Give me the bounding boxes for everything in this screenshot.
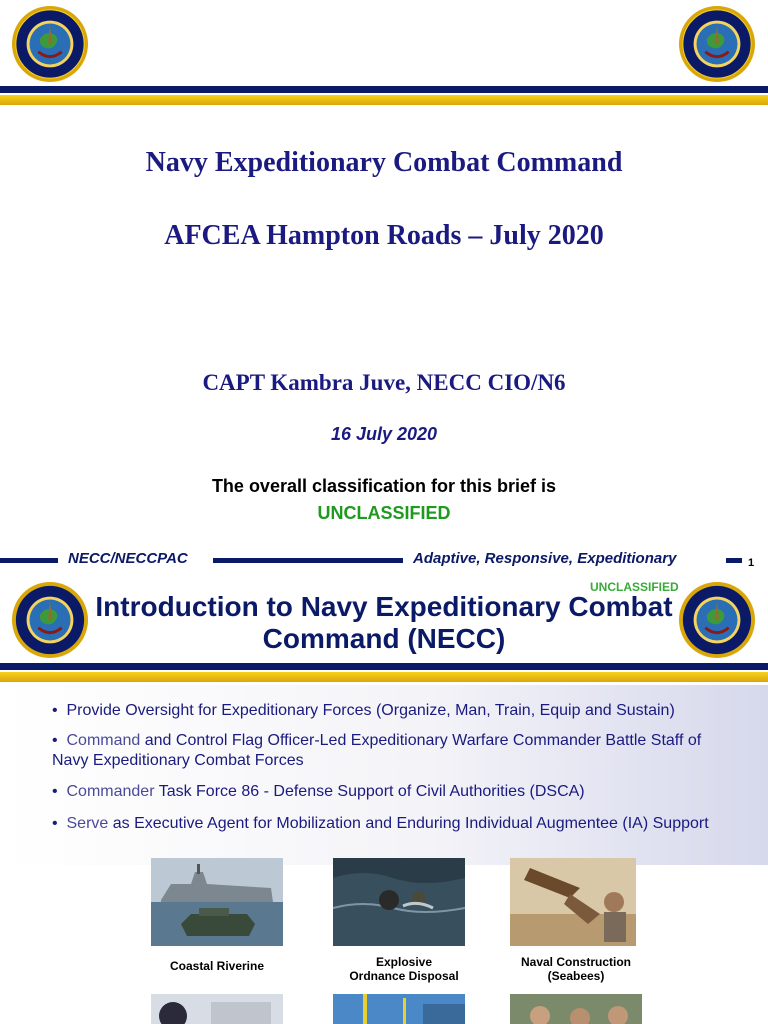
- slide-title: Navy Expeditionary Combat Command: [145, 147, 623, 178]
- seabees-photo: [510, 858, 636, 946]
- necc-pacific-seal-icon: [678, 5, 756, 83]
- bullet-text: as Executive Agent for Mobilization and Enduring Individual Augmentee (IA) Support: [108, 815, 709, 832]
- page-number: 1: [748, 557, 755, 569]
- necc-seal-icon: [11, 5, 89, 83]
- bullet-marker: •: [52, 783, 67, 800]
- necc-seal-icon: [11, 581, 89, 659]
- intro-slide: [0, 575, 768, 1024]
- footer-rule-1: [0, 558, 58, 563]
- bullet-marker: •: [52, 815, 67, 832]
- classification-level: UNCLASSIFIED: [317, 503, 451, 523]
- bullet-item: [52, 731, 732, 771]
- eod-photo: [333, 858, 465, 946]
- slide-title: Introduction to Navy Expeditionary Combat Command (NECC): [95, 591, 673, 654]
- caption-eod: [333, 955, 475, 983]
- header-gold-bar: [0, 672, 768, 682]
- bullet-marker: •: [52, 732, 67, 749]
- caption-eod-line2: Ordnance Disposal: [349, 969, 459, 983]
- bullet-lead: Command: [66, 732, 141, 749]
- bullet-item: [52, 814, 732, 834]
- bullet-text: and Control Flag Officer-Led Expeditionary Warfare Commander Battle Staff of Navy Expeditionary Combat Forces: [52, 732, 702, 769]
- footer-org: NECC/NECCPAC: [68, 550, 188, 567]
- slide-footer: [0, 548, 768, 572]
- presentation-date: 16 July 2020: [330, 424, 438, 444]
- footer-rule-2: [213, 558, 403, 563]
- necc-pacific-seal-icon: [678, 581, 756, 659]
- bullet-lead: Serve: [66, 815, 109, 832]
- caption-seabees: [506, 955, 646, 983]
- caption-seabees-line2: (Seabees): [547, 969, 605, 983]
- photo-row2-middle: [333, 994, 465, 1024]
- footer-motto: Adaptive, Responsive, Expeditionary: [413, 550, 677, 567]
- header-navy-bar: [0, 663, 768, 670]
- slide-subtitle: AFCEA Hampton Roads – July 2020: [164, 220, 604, 251]
- caption-coastal-riverine: Coastal Riverine: [169, 959, 265, 973]
- bullet-item: [52, 701, 732, 721]
- photo-row2-right: [510, 994, 642, 1024]
- caption-eod-line1: Explosive: [375, 955, 433, 969]
- classification-banner: UNCLASSIFIED: [590, 580, 679, 594]
- bullet-marker: •: [52, 702, 67, 719]
- presenter-name: CAPT Kambra Juve, NECC CIO/N6: [202, 370, 566, 395]
- header-gold-bar: [0, 95, 768, 105]
- bullet-text: Task Force 86 - Defense Support of Civil Authorities (DSCA): [154, 783, 585, 800]
- photo-row2-left: [151, 994, 283, 1024]
- caption-seabees-line1: Naval Construction: [520, 955, 631, 969]
- header-navy-bar: [0, 86, 768, 93]
- coastal-riverine-photo: [151, 858, 283, 946]
- classification-statement: The overall classification for this brief is: [211, 476, 557, 496]
- bullet-lead: Commander: [66, 783, 155, 800]
- bullet-text: Provide Oversight for Expeditionary Forces (Organize, Man, Train, Equip and Sustain): [66, 702, 675, 719]
- footer-rule-3: [726, 558, 742, 563]
- bullet-item: [52, 782, 732, 802]
